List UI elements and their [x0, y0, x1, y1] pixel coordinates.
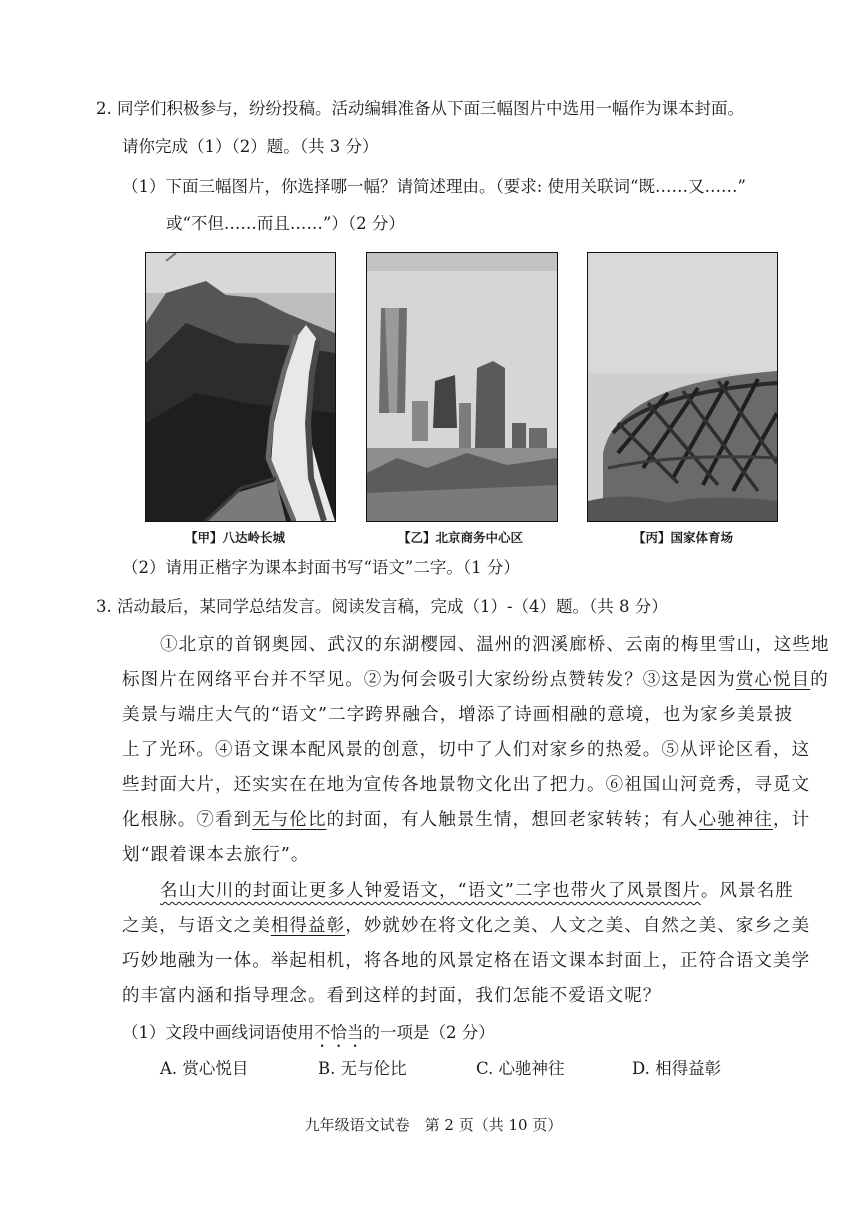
text: （1）文段中画线词语使用 — [122, 1023, 314, 1042]
q3-p1-line5: 些封面大片，还实实在在地为宣传各地景物文化出了把力。⑥祖国山河竞秀，寻觅文 — [122, 775, 811, 795]
q3-p1-line6 — [122, 809, 810, 831]
q2-sub2: （2）请用正楷字为课本封面书写“语文”二字。（1 分） — [122, 558, 520, 577]
option-c: C. 心驰神往 — [476, 1059, 565, 1078]
text: 。风景名胜 — [700, 881, 794, 901]
q3-p2-line2 — [122, 915, 810, 937]
q2-sub1-line1: （1）下面三幅图片，你选择哪一幅？请简述理由。（要求: 使用关联词“既……又……” — [122, 177, 746, 196]
q3-p1-line1: ①北京的首钢奥园、武汉的东湖樱园、温州的泗溪廊桥、云南的梅里雪山，这些地 — [160, 635, 830, 655]
text: 化根脉。⑦看到 — [122, 810, 253, 830]
option-d: D. 相得益彰 — [632, 1059, 722, 1078]
q2-stem-line2: 请你完成（1）（2）题。（共 3 分） — [122, 137, 379, 156]
q3-p2-line1 — [160, 880, 794, 902]
text: ，计 — [773, 810, 811, 830]
underlined-word-1: 赏心悦目 — [735, 670, 811, 690]
q3-p2-line4: 的丰富内涵和指导理念。看到这样的封面，我们怎能不爱语文呢？ — [122, 986, 662, 1006]
q3-p1-line4: 上了光环。④语文课本配风景的创意，切中了人们对家乡的热爱。⑤从评论区看，这 — [122, 740, 811, 760]
underlined-word-4: 相得益彰 — [270, 916, 346, 936]
q3-p1-line3: 美景与端庄大气的“语文”二字跨界融合，增添了诗画相融的意境，也为家乡美景披 — [122, 705, 794, 725]
q3-p1-line7: 划“跟着课本去旅行”。 — [122, 845, 310, 865]
birds-nest-caption: 【丙】国家体育场 — [633, 530, 734, 545]
underlined-word-2: 无与伦比 — [252, 810, 327, 830]
q3-sub1 — [122, 1022, 495, 1051]
city-skyline-photo — [366, 252, 558, 522]
birds-nest-photo — [587, 252, 778, 522]
option-a: A. 赏心悦目 — [160, 1059, 249, 1078]
q3-p2-line3: 巧妙地融为一体。举起相机，将各地的风景定格在语文课本封面上，正符合语文美学 — [122, 951, 811, 971]
text: 的封面，有人触景生情，想回老家转转；有人 — [326, 810, 699, 830]
text: 的 — [810, 670, 829, 690]
q2-stem-line1: 2. 同学们积极参与，纷纷投稿。活动编辑准备从下面三幅图片中选用一幅作为课本封面。 — [96, 99, 744, 118]
underlined-word-3: 心驰神往 — [698, 810, 774, 830]
great-wall-photo — [145, 252, 336, 522]
wavy-underlined-sentence: 名山大川的封面让更多人钟爱语文，“语文”二字也带火了风景图片 — [160, 881, 701, 901]
q3-p1-line2 — [122, 669, 829, 691]
text: 标图片在网络平台并不罕见。②为何会吸引大家纷纷点赞转发？③这是因为 — [122, 670, 736, 690]
option-b: B. 无与伦比 — [318, 1059, 407, 1078]
text: 之美，与语文之美 — [122, 916, 271, 936]
great-wall-caption: 【甲】八达岭长城 — [185, 530, 286, 545]
emphasized-word: 不恰当 — [314, 1023, 364, 1042]
page-footer: 九年级语文试卷 第 2 页（共 10 页） — [304, 1116, 563, 1134]
q2-sub1-line2: 或“不但……而且……”）（2 分） — [166, 214, 405, 233]
city-skyline-caption: 【乙】北京商务中心区 — [398, 530, 524, 545]
text: 的一项是（2 分） — [363, 1023, 495, 1042]
text: ，妙就妙在将文化之美、人文之美、自然之美、家乡之美 — [345, 916, 811, 936]
q3-stem: 3. 活动最后，某同学总结发言。阅读发言稿，完成（1）-（4）题。（共 8 分） — [96, 597, 668, 616]
